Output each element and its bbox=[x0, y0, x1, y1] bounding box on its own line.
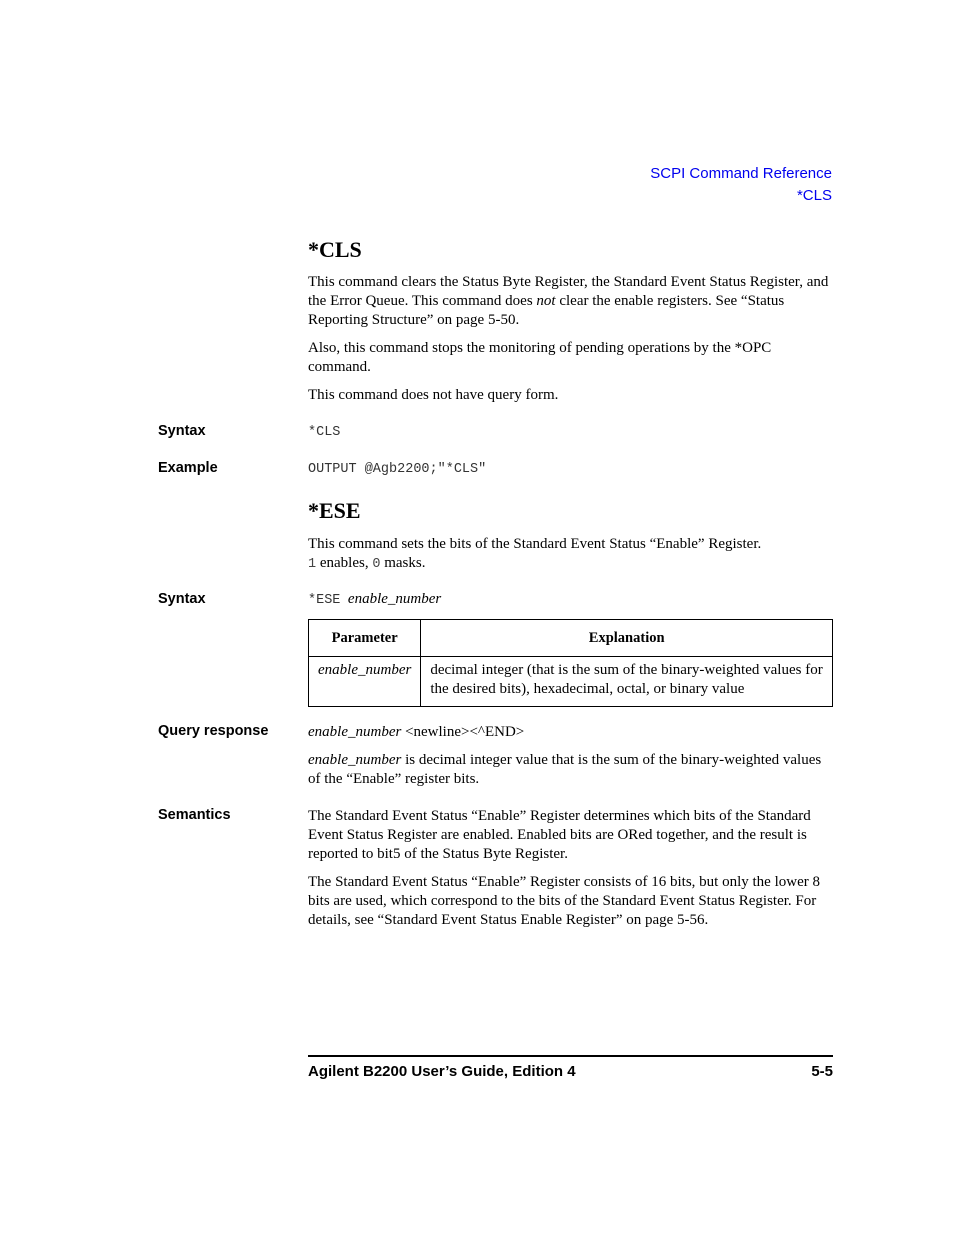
cls-heading: *CLS bbox=[308, 237, 362, 262]
ese-desc-code-mask: 0 bbox=[372, 557, 381, 572]
cls-paragraph-1 bbox=[308, 273, 836, 330]
footer-page-number: 5-5 bbox=[811, 1063, 833, 1080]
cls-p1-text-b: clear the enable registers. See “Status Reporting Structure” on page 5-50. bbox=[308, 293, 785, 328]
query-desc-rest: is decimal integer value that is the sum of the binary-weighted values of the “Enable” register bits. bbox=[308, 752, 822, 787]
cls-paragraph-2: Also, this command stops the monitoring of pending operations by the *OPC command. bbox=[308, 340, 772, 375]
query-response-description bbox=[308, 751, 836, 789]
semantics-label: Semantics bbox=[158, 807, 231, 823]
table-header-row bbox=[309, 620, 833, 657]
ese-desc-mid: enables, bbox=[316, 555, 373, 571]
ese-syntax-label: Syntax bbox=[158, 591, 206, 607]
query-response-param: enable_number bbox=[308, 724, 402, 740]
ese-desc-code-enable: 1 bbox=[308, 557, 317, 572]
ese-heading: *ESE bbox=[308, 498, 361, 523]
ese-description bbox=[308, 535, 836, 574]
query-desc-param: enable_number bbox=[308, 752, 402, 768]
query-response-label: Query response bbox=[158, 723, 269, 739]
cls-p1-emphasis: not bbox=[536, 293, 556, 309]
cls-syntax-code: *CLS bbox=[308, 425, 341, 440]
footer-rule bbox=[308, 1055, 833, 1057]
parameter-table bbox=[308, 619, 833, 707]
cls-syntax-label: Syntax bbox=[158, 423, 206, 439]
cls-example-label: Example bbox=[158, 460, 218, 476]
query-response bbox=[308, 723, 836, 742]
header-command-link[interactable]: *CLS bbox=[796, 187, 832, 204]
cls-example-code: OUTPUT @Agb2200;"*CLS" bbox=[308, 462, 487, 477]
semantics-paragraph-2: The Standard Event Status “Enable” Register consists of 16 bits, but only the lower 8 bits are used, which correspond to the bits of the Standard Event Status Register. For details, see “Standard Event Status Enable Register” on page 5-56. bbox=[308, 874, 820, 928]
table-cell-explanation: decimal integer (that is the sum of the binary-weighted values for the desired bits), hexadecimal, octal, or binary value bbox=[421, 657, 833, 707]
ese-syntax-param: enable_number bbox=[347, 591, 442, 607]
cls-p1-text-a: This command clears the Status Byte Register, the Standard Event Status Register, and the Error Queue. This command does bbox=[308, 274, 829, 309]
table-header-explanation: Explanation bbox=[421, 620, 833, 657]
table-row bbox=[309, 657, 833, 707]
table-header-parameter: Parameter bbox=[309, 620, 421, 657]
table-cell-param bbox=[309, 657, 421, 707]
ese-desc-line-1: This command sets the bits of the Standard Event Status “Enable” Register. bbox=[308, 536, 762, 552]
semantics-paragraph-1: The Standard Event Status “Enable” Register determines which bits of the Standard Event Status Register are enabled. Enabled bits are ORed together, and the result is reported to bit5 of the Status Byte Register. bbox=[308, 808, 811, 862]
footer-title: Agilent B2200 User’s Guide, Edition 4 bbox=[308, 1063, 576, 1080]
ese-desc-end: masks. bbox=[380, 555, 426, 571]
query-response-rest: <newline><^END> bbox=[401, 724, 525, 740]
ese-syntax-code: *ESE bbox=[308, 593, 341, 608]
header-section-link[interactable]: SCPI Command Reference bbox=[650, 165, 832, 182]
table-param-name: enable_number bbox=[318, 662, 412, 678]
cls-paragraph-3: This command does not have query form. bbox=[308, 387, 559, 403]
ese-syntax bbox=[308, 591, 441, 608]
